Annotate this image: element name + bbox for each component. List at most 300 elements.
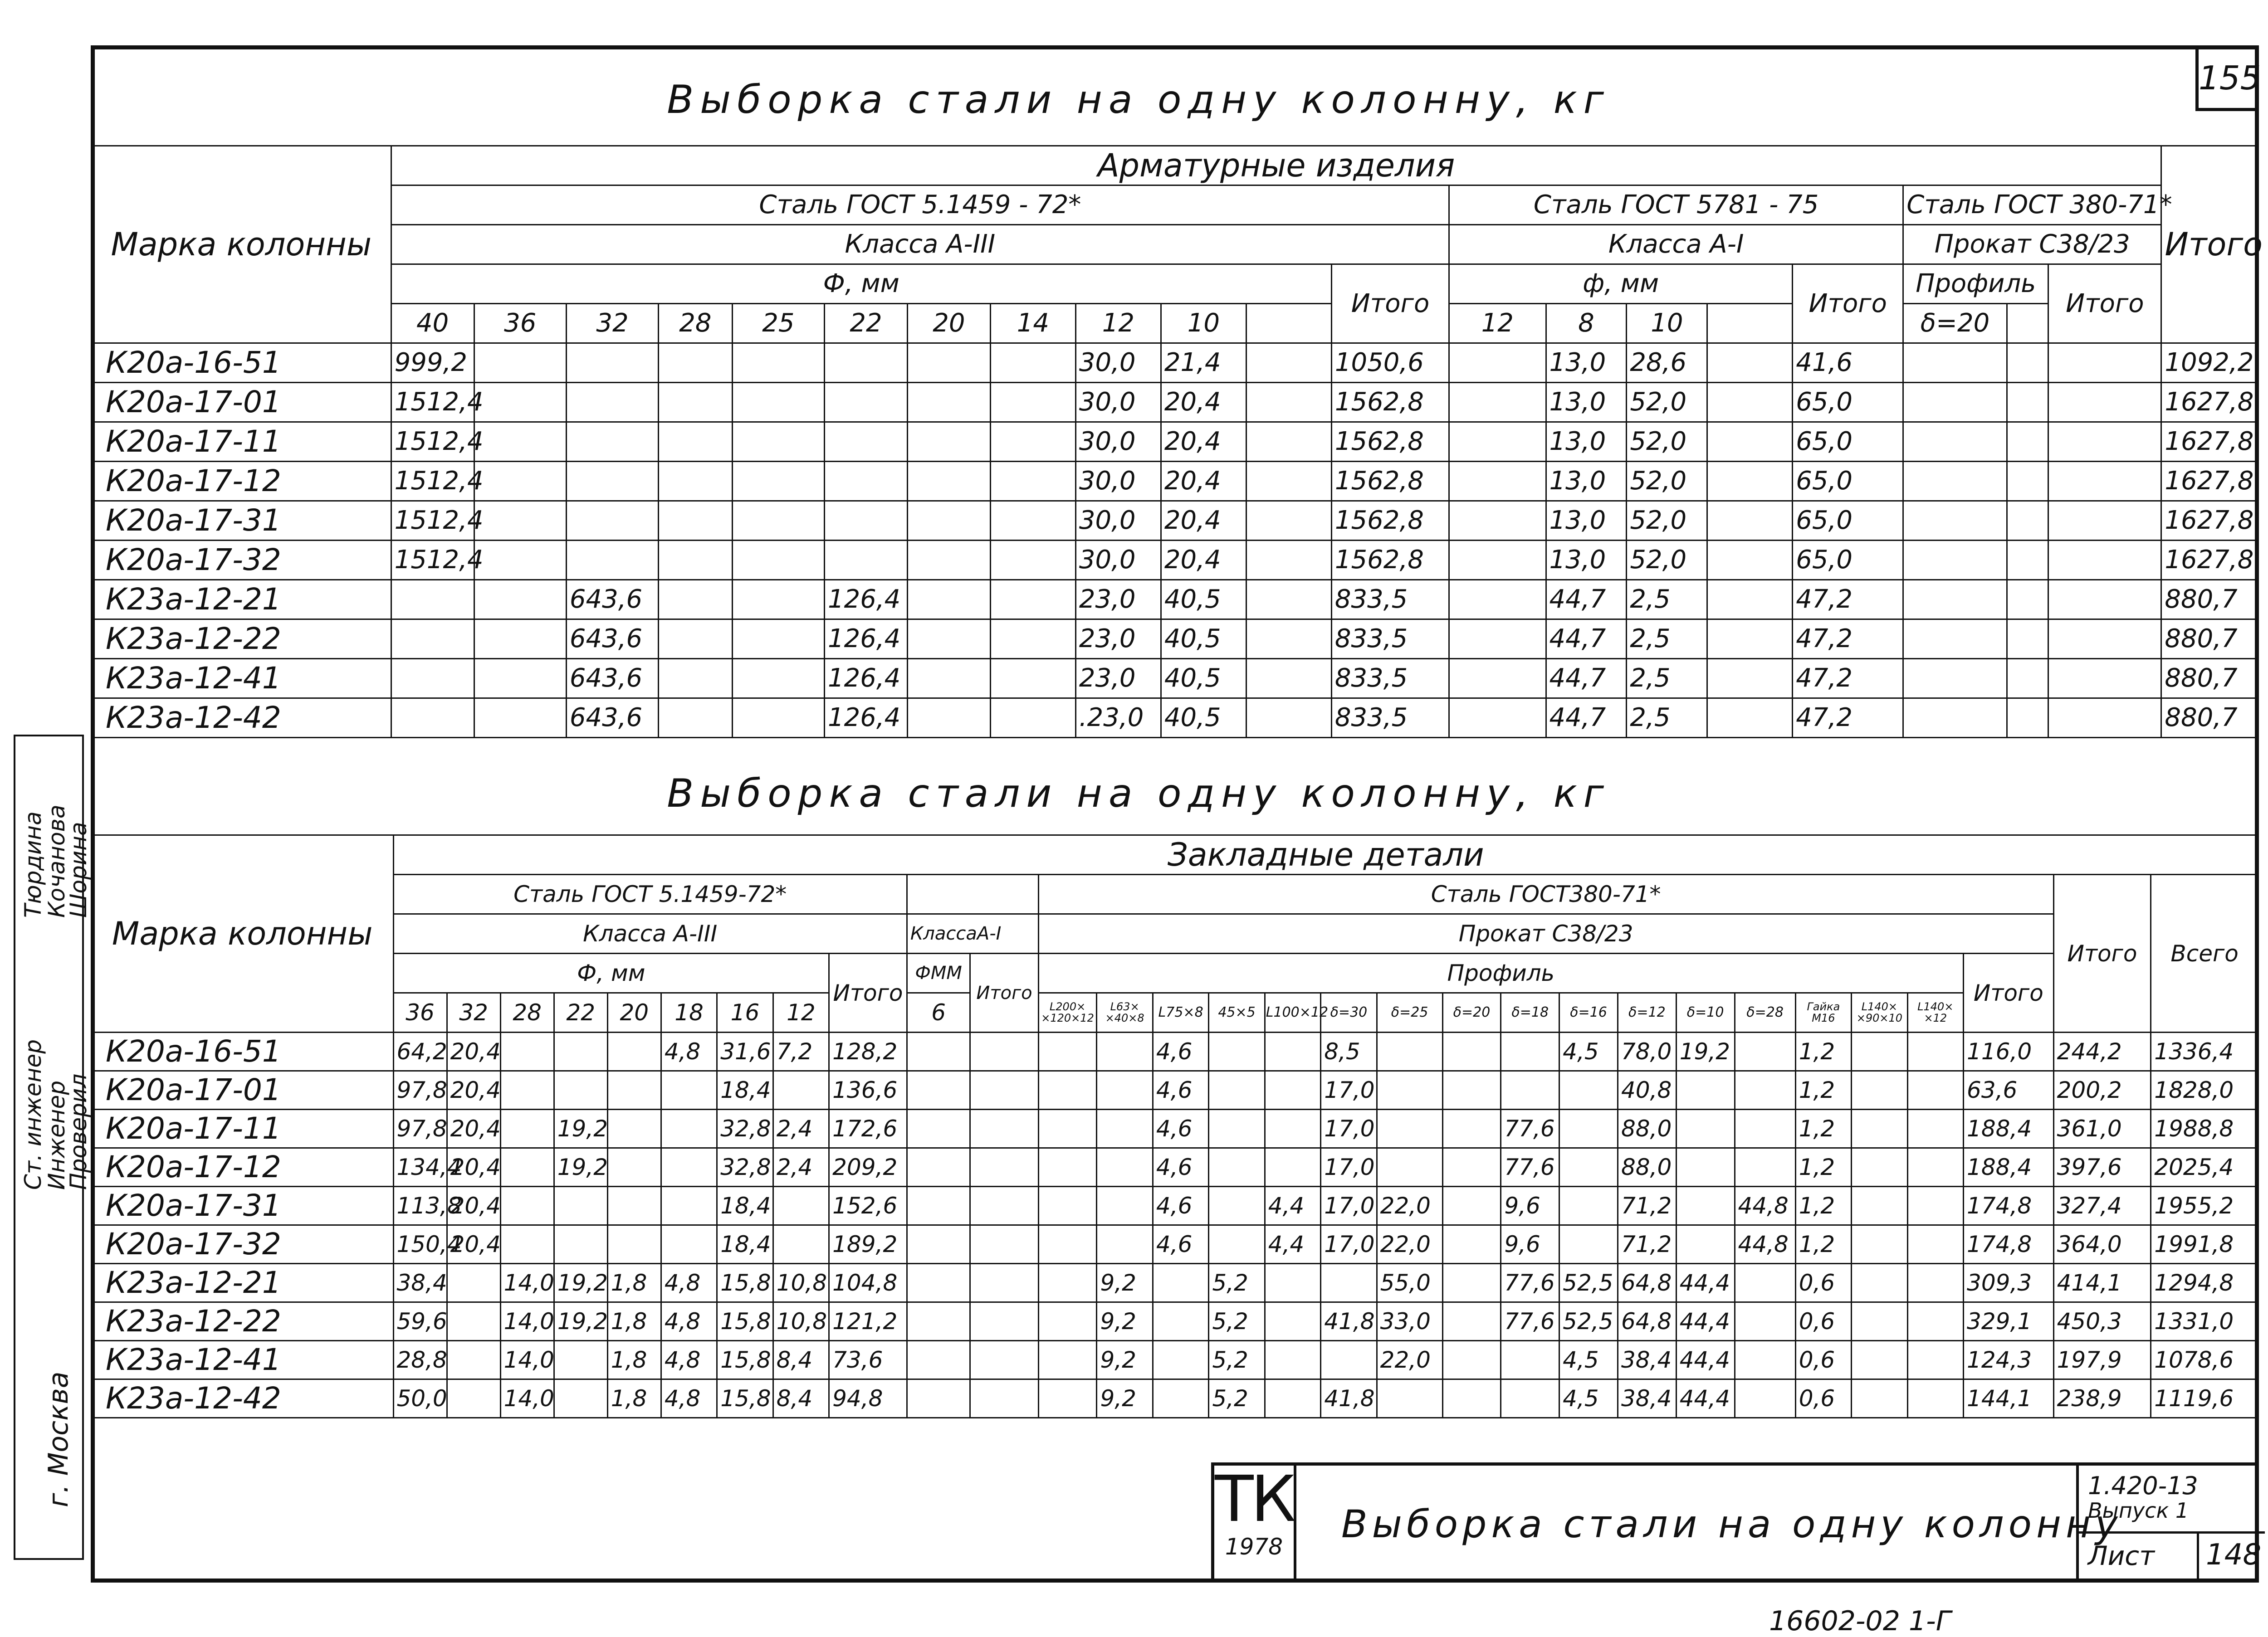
table-cell — [566, 462, 658, 501]
table-cell: 200,2 — [2053, 1071, 2151, 1110]
table-cell — [1559, 1187, 1618, 1225]
profile-c-col: δ=28 — [1735, 993, 1795, 1033]
diam-a-header: Ф, мм — [391, 264, 1331, 304]
table-cell — [500, 1187, 554, 1225]
table-cell — [1903, 343, 2007, 383]
table-cell: 44,7 — [1546, 659, 1627, 698]
table-cell — [1038, 1225, 1097, 1264]
table-cell: 18,4 — [717, 1225, 773, 1264]
table-cell — [2007, 698, 2048, 738]
table-cell: 20,4 — [447, 1148, 500, 1187]
table-cell: 19,2 — [554, 1148, 607, 1187]
table-cell — [1153, 1302, 1208, 1341]
table-cell — [1559, 1225, 1618, 1264]
table-cell: 188,4 — [1964, 1148, 2054, 1187]
table-cell: 4,8 — [661, 1264, 717, 1302]
table-cell — [1707, 619, 1793, 659]
table-row — [92, 1187, 2258, 1225]
table-cell: 880,7 — [2161, 659, 2258, 698]
table-cell — [1265, 1033, 1320, 1071]
table-cell: 2025,4 — [2151, 1148, 2258, 1187]
table-cell — [661, 1225, 717, 1264]
table-cell — [2007, 462, 2048, 501]
table-cell — [732, 541, 824, 580]
table-cell: 19,2 — [554, 1264, 607, 1302]
table-cell — [907, 1264, 970, 1302]
table-cell — [907, 1033, 970, 1071]
table-cell — [1735, 1341, 1795, 1379]
table-cell — [1153, 1379, 1208, 1418]
col-header-all: Всего — [2151, 875, 2258, 1033]
table-cell: 20,4 — [447, 1225, 500, 1264]
table-cell — [907, 541, 990, 580]
table-row — [92, 1110, 2258, 1148]
table2-title: Выборка стали на одну колонну, кг — [667, 771, 1610, 816]
table-cell: 9,2 — [1097, 1264, 1153, 1302]
table-cell — [607, 1071, 661, 1110]
table-cell — [500, 1148, 554, 1187]
title-block — [1211, 1462, 2262, 1583]
table-cell — [1852, 1071, 1907, 1110]
column-mark: К20а-17-01 — [92, 383, 391, 422]
table-cell — [1038, 1187, 1097, 1225]
table-cell — [2048, 580, 2161, 619]
table-cell — [474, 541, 566, 580]
table-cell — [1676, 1110, 1735, 1148]
table-cell — [474, 580, 566, 619]
table-cell — [2048, 619, 2161, 659]
table-cell — [824, 541, 907, 580]
table-cell: 88,0 — [1618, 1148, 1676, 1187]
table-cell: 22,0 — [1377, 1225, 1442, 1264]
table-cell — [1442, 1071, 1501, 1110]
column-mark: К20а-17-31 — [92, 501, 391, 541]
column-mark: К20а-17-32 — [92, 1225, 394, 1264]
table-cell — [1449, 462, 1546, 501]
table-cell — [970, 1071, 1038, 1110]
column-mark: К20а-17-12 — [92, 462, 391, 501]
table-cell — [1153, 1341, 1208, 1379]
table-cell: 22,0 — [1377, 1341, 1442, 1379]
column-mark: К20а-17-11 — [92, 422, 391, 462]
table-cell: 1050,6 — [1331, 343, 1449, 383]
table-cell: 30,0 — [1075, 501, 1161, 541]
table-cell — [1246, 501, 1331, 541]
table-cell — [1903, 541, 2007, 580]
diam-a-col: 25 — [732, 304, 824, 343]
table-cell — [1852, 1379, 1907, 1418]
table-cell: 44,7 — [1546, 580, 1627, 619]
diam-b-col: 10 — [1627, 304, 1707, 343]
table-cell — [907, 1148, 970, 1187]
table-cell: 4,5 — [1559, 1379, 1618, 1418]
table-cell — [907, 422, 990, 462]
table-cell — [1449, 659, 1546, 698]
table-cell: .23,0 — [1075, 698, 1161, 738]
table-cell — [554, 1071, 607, 1110]
table-cell — [659, 698, 733, 738]
table-cell — [1321, 1264, 1377, 1302]
table-cell — [659, 619, 733, 659]
table-cell: 1512,4 — [391, 501, 474, 541]
table-cell — [970, 1341, 1038, 1379]
table-cell: 327,4 — [2053, 1187, 2151, 1225]
table-cell: 4,4 — [1265, 1187, 1320, 1225]
table-cell: 59,6 — [393, 1302, 447, 1341]
table-row — [92, 1341, 2258, 1379]
col-header-mark: Марка колонны — [92, 835, 394, 1033]
diam-a-col: 18 — [661, 993, 717, 1033]
table-cell: 18,4 — [717, 1187, 773, 1225]
table-cell: 30,0 — [1075, 462, 1161, 501]
table-cell — [1449, 580, 1546, 619]
table-cell — [2007, 422, 2048, 462]
table-cell: 9,6 — [1501, 1225, 1559, 1264]
divider — [2079, 1531, 2265, 1534]
table-cell — [1707, 422, 1793, 462]
table-cell: 1627,8 — [2161, 501, 2258, 541]
table-cell: 1627,8 — [2161, 383, 2258, 422]
table-cell: 40,5 — [1161, 619, 1246, 659]
table-cell — [1907, 1148, 1963, 1187]
table-cell: 150,4 — [393, 1225, 447, 1264]
table-cell: 116,0 — [1964, 1033, 2054, 1071]
table-cell: 1078,6 — [2151, 1341, 2258, 1379]
table-cell: 13,0 — [1546, 462, 1627, 501]
table-cell — [1442, 1110, 1501, 1148]
diam-b-header: ФММ — [907, 954, 970, 993]
table-cell — [2048, 462, 2161, 501]
table-cell — [824, 501, 907, 541]
table-cell — [661, 1110, 717, 1148]
table-cell: 397,6 — [2053, 1148, 2151, 1187]
side-stamp — [14, 735, 92, 1560]
profile-c-col: δ=25 — [1377, 993, 1442, 1033]
column-mark: К20а-17-32 — [92, 541, 391, 580]
table-cell — [1559, 1148, 1618, 1187]
side-stamp-role: Проверил — [65, 1073, 92, 1190]
table-cell — [1707, 659, 1793, 698]
profile-c-col: δ=18 — [1501, 993, 1559, 1033]
diam-a-col: 28 — [500, 993, 554, 1033]
table-cell: 17,0 — [1321, 1071, 1377, 1110]
table-cell: 126,4 — [824, 580, 907, 619]
column-mark: К20а-16-51 — [92, 343, 391, 383]
table-cell: 38,4 — [1618, 1379, 1676, 1418]
column-mark: К20а-17-12 — [92, 1148, 394, 1187]
table-cell: 28,6 — [1627, 343, 1707, 383]
table-cell — [607, 1225, 661, 1264]
table-cell — [907, 619, 990, 659]
table-cell — [1852, 1341, 1907, 1379]
table-cell — [1377, 1071, 1442, 1110]
table-cell — [659, 462, 733, 501]
table-cell: 4,6 — [1153, 1071, 1208, 1110]
profile-c-header: Профиль — [1038, 954, 1963, 993]
table-cell — [907, 659, 990, 698]
table-row — [92, 1302, 2258, 1341]
table-cell — [1038, 1264, 1097, 1302]
table-cell — [732, 698, 824, 738]
table-cell — [500, 1110, 554, 1148]
org-mark: ТК — [1215, 1462, 1293, 1536]
table-cell — [1903, 383, 2007, 422]
table-cell: 174,8 — [1964, 1225, 2054, 1264]
table-cell — [474, 462, 566, 501]
table-cell: 833,5 — [1331, 580, 1449, 619]
table-cell — [474, 619, 566, 659]
table-cell — [500, 1225, 554, 1264]
table-cell — [907, 1379, 970, 1418]
table-row — [92, 1379, 2258, 1418]
table-cell: 20,4 — [1161, 462, 1246, 501]
table-cell — [1852, 1264, 1907, 1302]
table-cell: 1562,8 — [1331, 462, 1449, 501]
table-embedded-parts — [91, 834, 2259, 1418]
diam-a-col: 12 — [1075, 304, 1161, 343]
table-cell: 144,1 — [1964, 1379, 2054, 1418]
table-cell — [1153, 1264, 1208, 1302]
table-cell: 128,2 — [829, 1033, 907, 1071]
table-cell — [1907, 1379, 1963, 1418]
table-cell: 17,0 — [1321, 1187, 1377, 1225]
table-cell: 124,3 — [1964, 1341, 2054, 1379]
table-cell: 4,8 — [661, 1033, 717, 1071]
table-cell — [970, 1379, 1038, 1418]
table-cell: 52,0 — [1627, 541, 1707, 580]
table-cell: 9,2 — [1097, 1341, 1153, 1379]
steel-a-header: Сталь ГОСТ 5.1459-72* — [393, 875, 907, 914]
table-cell — [1377, 1148, 1442, 1187]
table-cell: 244,2 — [2053, 1033, 2151, 1071]
steel-c-header: Сталь ГОСТ380-71* — [1038, 875, 2053, 914]
table-cell — [659, 541, 733, 580]
table-row — [92, 462, 2258, 501]
table-cell: 4,5 — [1559, 1341, 1618, 1379]
table-cell: 77,6 — [1501, 1302, 1559, 1341]
table-cell: 1562,8 — [1331, 383, 1449, 422]
table-cell: 833,5 — [1331, 619, 1449, 659]
table-cell: 94,8 — [829, 1379, 907, 1418]
table-cell: 1331,0 — [2151, 1302, 2258, 1341]
table-cell: 1955,2 — [2151, 1187, 2258, 1225]
column-mark: К23а-12-41 — [92, 659, 391, 698]
table-cell — [1442, 1225, 1501, 1264]
table-cell — [1449, 501, 1546, 541]
table-cell — [661, 1187, 717, 1225]
table-cell — [1501, 1341, 1559, 1379]
diam-a-col: 22 — [554, 993, 607, 1033]
table-cell: 21,4 — [1161, 343, 1246, 383]
table-cell: 172,6 — [829, 1110, 907, 1148]
table-cell — [1903, 501, 2007, 541]
table-cell — [907, 1225, 970, 1264]
column-mark: К20а-17-31 — [92, 1187, 394, 1225]
table-cell: 64,2 — [393, 1033, 447, 1071]
table-cell: 1,8 — [607, 1264, 661, 1302]
table-cell: 65,0 — [1793, 462, 1903, 501]
table-cell — [1209, 1110, 1265, 1148]
table-cell — [566, 422, 658, 462]
table-cell: 64,8 — [1618, 1302, 1676, 1341]
table-cell — [566, 541, 658, 580]
table-cell — [907, 501, 990, 541]
table-cell — [1038, 1110, 1097, 1148]
table-cell: 14,0 — [500, 1302, 554, 1341]
table-cell — [907, 1341, 970, 1379]
table-cell: 0,6 — [1795, 1341, 1851, 1379]
class-a-header: Класса А-III — [391, 225, 1449, 264]
table-cell: 1828,0 — [2151, 1071, 2258, 1110]
table-cell — [1903, 462, 2007, 501]
table-cell — [1449, 698, 1546, 738]
table-cell: 52,0 — [1627, 501, 1707, 541]
table-cell: 1294,8 — [2151, 1264, 2258, 1302]
table-cell: 5,2 — [1209, 1264, 1265, 1302]
table-cell — [1097, 1071, 1153, 1110]
table-row — [92, 541, 2258, 580]
table-cell — [1676, 1148, 1735, 1187]
table-cell: 73,6 — [829, 1341, 907, 1379]
profile-c-col: L140× ×12 — [1907, 993, 1963, 1033]
table-cell: 121,2 — [829, 1302, 907, 1341]
profile-c-col: L100×12 — [1265, 993, 1320, 1033]
table-cell: 7,2 — [773, 1033, 829, 1071]
table-row — [92, 422, 2258, 462]
table-cell — [1852, 1187, 1907, 1225]
table-cell — [661, 1071, 717, 1110]
table-cell: 32,8 — [717, 1148, 773, 1187]
table-cell: 63,6 — [1964, 1071, 2054, 1110]
profile-c-header: Профиль — [1903, 264, 2048, 304]
table-cell: 126,4 — [824, 659, 907, 698]
table-cell — [2048, 501, 2161, 541]
table-cell — [907, 343, 990, 383]
table-cell — [1501, 1379, 1559, 1418]
col-header-total: Итого — [2053, 875, 2151, 1033]
table-cell — [1676, 1071, 1735, 1110]
table-cell: 30,0 — [1075, 383, 1161, 422]
table-cell — [1735, 1110, 1795, 1148]
table-cell: 5,2 — [1209, 1302, 1265, 1341]
table-cell — [907, 698, 990, 738]
table-cell: 1512,4 — [391, 541, 474, 580]
table-cell: 5,2 — [1209, 1341, 1265, 1379]
table-cell: 14,0 — [500, 1264, 554, 1302]
table-cell: 643,6 — [566, 659, 658, 698]
table-cell — [732, 383, 824, 422]
table-cell — [970, 1033, 1038, 1071]
side-stamp-name: Тюрдина — [20, 811, 46, 918]
org-logo — [1214, 1462, 1296, 1583]
table-cell: 65,0 — [1793, 383, 1903, 422]
table-cell — [659, 659, 733, 698]
table-cell: 880,7 — [2161, 698, 2258, 738]
table-cell — [1707, 698, 1793, 738]
table-cell: 47,2 — [1793, 659, 1903, 698]
table-cell — [1707, 541, 1793, 580]
table-row — [92, 659, 2258, 698]
table-cell: 1512,4 — [391, 422, 474, 462]
table-cell: 20,4 — [1161, 383, 1246, 422]
table-cell: 643,6 — [566, 619, 658, 659]
sheet-number: 155 — [2195, 45, 2259, 111]
table-cell: 1562,8 — [1331, 541, 1449, 580]
table-cell — [391, 619, 474, 659]
table-cell — [824, 462, 907, 501]
table-cell: 30,0 — [1075, 422, 1161, 462]
table-cell — [1449, 343, 1546, 383]
profile-c-col — [2007, 304, 2048, 343]
table-cell — [1735, 1264, 1795, 1302]
table-cell — [566, 501, 658, 541]
table-cell — [824, 383, 907, 422]
table-cell — [2048, 698, 2161, 738]
table-cell — [1209, 1225, 1265, 1264]
table-cell: 41,6 — [1793, 343, 1903, 383]
table-cell: 0,6 — [1795, 1264, 1851, 1302]
table-cell: 126,4 — [824, 619, 907, 659]
table-cell: 38,4 — [393, 1264, 447, 1302]
table-cell — [1038, 1071, 1097, 1110]
column-mark: К20а-17-11 — [92, 1110, 394, 1148]
table-cell: 1562,8 — [1331, 422, 1449, 462]
table-cell — [1449, 619, 1546, 659]
table-cell: 0,6 — [1795, 1302, 1851, 1341]
table-cell: 1988,8 — [2151, 1110, 2258, 1148]
table-cell: 14,0 — [500, 1379, 554, 1418]
table-cell — [907, 1110, 970, 1148]
table-cell — [990, 541, 1075, 580]
table-cell: 1092,2 — [2161, 343, 2258, 383]
table-cell — [970, 1110, 1038, 1148]
table-cell — [1735, 1033, 1795, 1071]
total-a-header: Итого — [1331, 264, 1449, 343]
table-cell: 20,4 — [1161, 501, 1246, 541]
table-cell: 8,4 — [773, 1341, 829, 1379]
table-cell — [500, 1071, 554, 1110]
table-cell — [1377, 1033, 1442, 1071]
table-cell — [447, 1379, 500, 1418]
table-cell — [1038, 1148, 1097, 1187]
table-cell: 1562,8 — [1331, 501, 1449, 541]
table-cell: 1,2 — [1795, 1225, 1851, 1264]
title-block-title: Выборка стали на одну колонну — [1341, 1502, 2122, 1546]
table-cell — [1442, 1033, 1501, 1071]
table-cell: 1627,8 — [2161, 541, 2258, 580]
table-cell: 450,3 — [2053, 1302, 2151, 1341]
table-cell — [1907, 1033, 1963, 1071]
table-cell: 55,0 — [1377, 1264, 1442, 1302]
table-cell — [1501, 1033, 1559, 1071]
table-cell: 52,0 — [1627, 383, 1707, 422]
table-cell — [732, 580, 824, 619]
table-cell: 8,4 — [773, 1379, 829, 1418]
table-cell — [474, 422, 566, 462]
steel-b-header: Сталь ГОСТ 5781 - 75 — [1449, 185, 1903, 225]
table-cell: 44,4 — [1676, 1264, 1735, 1302]
table-cell: 17,0 — [1321, 1148, 1377, 1187]
table-cell — [1442, 1341, 1501, 1379]
issue-label: Выпуск 1 — [2088, 1498, 2189, 1523]
table-cell — [474, 343, 566, 383]
table-cell: 30,0 — [1075, 343, 1161, 383]
table-cell: 2,5 — [1627, 580, 1707, 619]
table-cell: 1,2 — [1795, 1033, 1851, 1071]
profile-c-col: L140× ×90×10 — [1852, 993, 1907, 1033]
table-cell: 880,7 — [2161, 619, 2258, 659]
table-cell: 18,4 — [717, 1071, 773, 1110]
